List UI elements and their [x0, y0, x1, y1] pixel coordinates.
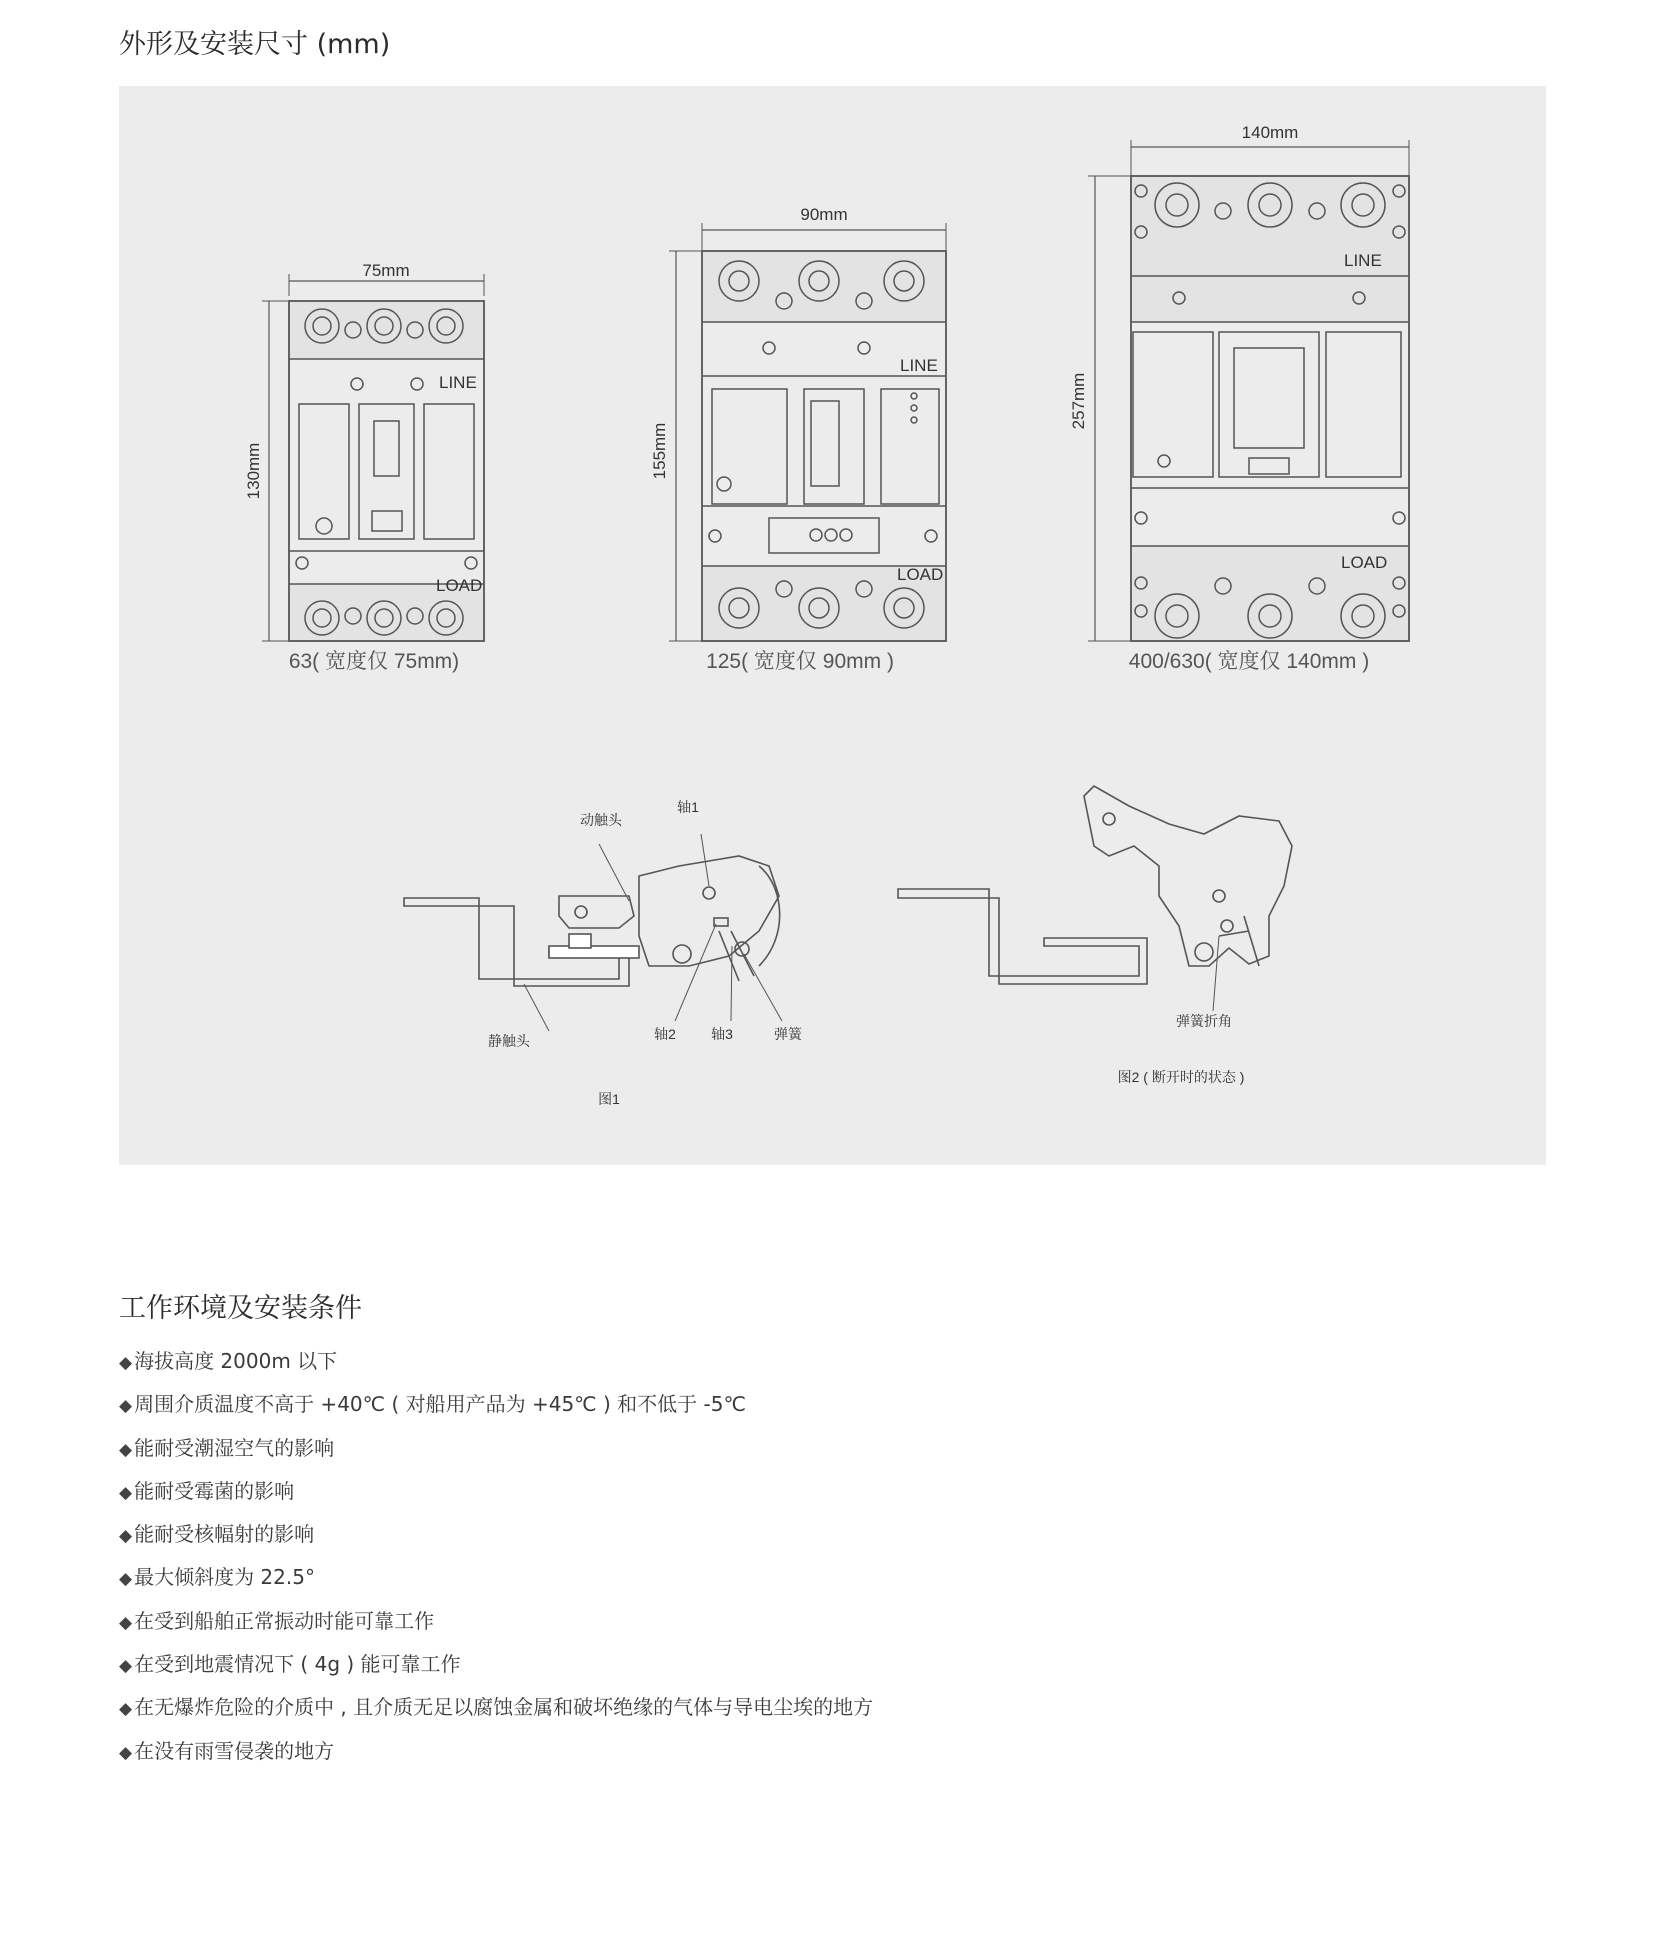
- breaker2-width-label: 90mm: [800, 205, 848, 224]
- fig1-moving-contact-label: 动触头: [580, 812, 622, 828]
- breaker2-height-label: 155mm: [650, 422, 669, 480]
- diamond-bullet-icon: ◆: [119, 1439, 133, 1460]
- list-item: ◆ 在没有雨雪侵袭的地方: [119, 1738, 335, 1763]
- diamond-bullet-icon: ◆: [119, 1742, 133, 1763]
- dimension-figure-panel: [119, 86, 1546, 1165]
- breaker1-caption: 63( 宽度仅 75mm): [288, 650, 460, 673]
- breaker1-width-label: 75mm: [362, 261, 410, 280]
- conditions-list: [119, 1340, 873, 1773]
- fig1-shaft2-label: 轴2: [654, 1026, 676, 1042]
- dimensions-section-title: 外形及安装尺寸 (mm): [119, 29, 391, 60]
- diamond-bullet-icon: ◆: [119, 1526, 133, 1547]
- breaker1-height-label: 130mm: [244, 442, 263, 500]
- environment-section-title: 工作环境及安装条件: [119, 1293, 362, 1324]
- diamond-bullet-icon: ◆: [119, 1353, 133, 1373]
- breaker3-load-label: LOAD: [1341, 553, 1388, 572]
- diamond-bullet-icon: ◆: [119, 1396, 133, 1417]
- breaker2-caption: 125( 宽度仅 90mm ): [706, 650, 894, 673]
- figure2-mechanism-drawing: [898, 786, 1292, 1011]
- breaker3-height-label: 257mm: [1069, 372, 1088, 430]
- diamond-bullet-icon: ◆: [119, 1569, 133, 1590]
- fig1-shaft3-label: 轴3: [711, 1026, 733, 1042]
- fig1-shaft1-label: 轴1: [677, 799, 699, 815]
- fig2-spring-bend-label: 弹簧折角: [1176, 1013, 1232, 1029]
- breaker1-load-label: LOAD: [436, 576, 483, 595]
- list-item: ◆ 在受到船舶正常振动时能可靠工作: [119, 1608, 435, 1633]
- breaker2-load-label: LOAD: [897, 565, 944, 584]
- diamond-bullet-icon: ◆: [119, 1656, 133, 1677]
- breaker1-line-label: LINE: [439, 373, 477, 392]
- list-item: ◆ 能耐受潮湿空气的影响: [119, 1435, 335, 1460]
- breaker3-width-label: 140mm: [1241, 123, 1299, 142]
- figure1-mechanism-drawing: [404, 834, 782, 1031]
- list-item: ◆ 在无爆炸危险的介质中 , 且介质无足以腐蚀金属和破坏绝缘的气体与导电尘埃的地方: [119, 1695, 874, 1720]
- fig1-static-contact-label: 静触头: [488, 1033, 530, 1049]
- diamond-bullet-icon: ◆: [119, 1612, 133, 1633]
- diamond-bullet-icon: ◆: [119, 1482, 133, 1503]
- figure2-caption: 图2 ( 断开时的状态 ): [1117, 1069, 1245, 1085]
- breaker3-line-label: LINE: [1344, 251, 1382, 270]
- list-item: ◆ 海拔高度 2000m 以下: [119, 1349, 338, 1373]
- list-item: ◆ 能耐受霉菌的影响: [119, 1478, 295, 1503]
- breaker-drawings: [119, 86, 1546, 1165]
- breaker3-caption: 400/630( 宽度仅 140mm ): [1128, 650, 1370, 673]
- list-item: ◆ 能耐受核幅射的影响: [119, 1522, 315, 1547]
- fig1-spring-label: 弹簧: [774, 1026, 802, 1042]
- list-item: ◆ 周围介质温度不高于 +40℃ ( 对船用产品为 +45℃ ) 和不低于 -5℃: [119, 1392, 746, 1417]
- list-item: ◆ 最大倾斜度为 22.5°: [119, 1565, 315, 1590]
- breaker2-line-label: LINE: [900, 356, 938, 375]
- figure1-caption: 图1: [598, 1091, 620, 1107]
- list-item: ◆ 在受到地震情况下 ( 4g ) 能可靠工作: [119, 1652, 461, 1677]
- diamond-bullet-icon: ◆: [119, 1699, 133, 1720]
